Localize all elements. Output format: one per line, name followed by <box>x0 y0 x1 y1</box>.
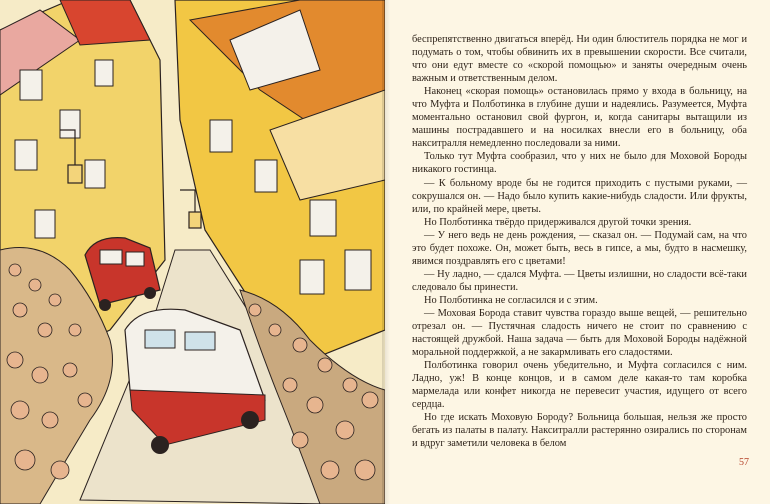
window <box>20 70 42 100</box>
window <box>85 160 105 188</box>
window <box>310 200 336 236</box>
paragraph: — У него ведь не день рождения, — сказал он. — Подумай сам, на что это будет похоже. Он, может быть, весь в гипсе, а мы, будто в насмешку, явимся поздравлять его с цветами! <box>412 229 747 267</box>
window <box>95 60 113 86</box>
paragraph: Но Полботинка твёрдо придерживался другой точки зрения. <box>424 216 692 228</box>
paragraph: Наконец «скорая помощь» остановилась прямо у входа в больницу, на что Муфта и Полботинка в глубине души и надеялись. Разумеется, Муфта моментально остановил свой фургон, и, когда санитары вытащили из машины пострадавшего и на носилках внесли его в больницу, оба накситралля немедленно последовали за ними. <box>412 86 747 150</box>
window <box>15 140 37 170</box>
paragraph: Полботинка говорил очень убедительно, и Муфта согласился с ним. Ладно, уж! В конце концов, и в самом деле какая-то там коробка мармелада или конфет никогда не перевесит участия, идущего от всего сердца. <box>412 360 747 411</box>
page-text <box>412 33 747 451</box>
paragraph: Только тут Муфта сообразил, что у них не было для Моховой Бороды никакого гостинца. <box>412 151 747 176</box>
paragraph: — К больному вроде бы не годится приходить с пустыми руками, — сокрушался он. — Надо было купить какие-нибудь сладости. Или фрукты, или, по крайней мере, цветы. <box>412 177 747 215</box>
window <box>35 210 55 238</box>
book-gutter <box>382 0 390 504</box>
paragraph: — Моховая Борода ставит чувства гораздо выше вещей, — решительно отрезал он. — Пустячная сладость ничего не стоит по сравнению с настоящей дружбой. Наша задача — быть для Моховой Бороды надёжной моральной поддержкой, а не закармливать его сладостями. <box>412 307 747 359</box>
text-page <box>385 0 770 504</box>
paragraph: беспрепятственно двигаться вперёд. Ни один блюститель порядка не мог и подумать о том, чтобы обвинить их в превышении скорости. Все считали, что они едут вместе со «скорой помощью» и заняты очередным очень важным и ответственным делом. <box>412 34 747 85</box>
window <box>60 110 80 138</box>
window <box>255 160 277 192</box>
paragraph: Но Полботинка не согласился и с этим. <box>424 294 598 306</box>
window <box>210 120 232 152</box>
page-number: 57 <box>739 457 749 468</box>
window <box>300 260 324 294</box>
paragraph: Но где искать Моховую Бороду? Больница большая, нельзя же просто бегать из палаты в палату. Накситралли растерянно озирались по сторонам и вдруг заметили человека в белом <box>412 412 747 450</box>
paragraph: — Ну ладно, — сдался Муфта. — Цветы излишни, но сладости всё-таки следовало бы принести. <box>412 268 747 293</box>
window <box>345 250 371 290</box>
